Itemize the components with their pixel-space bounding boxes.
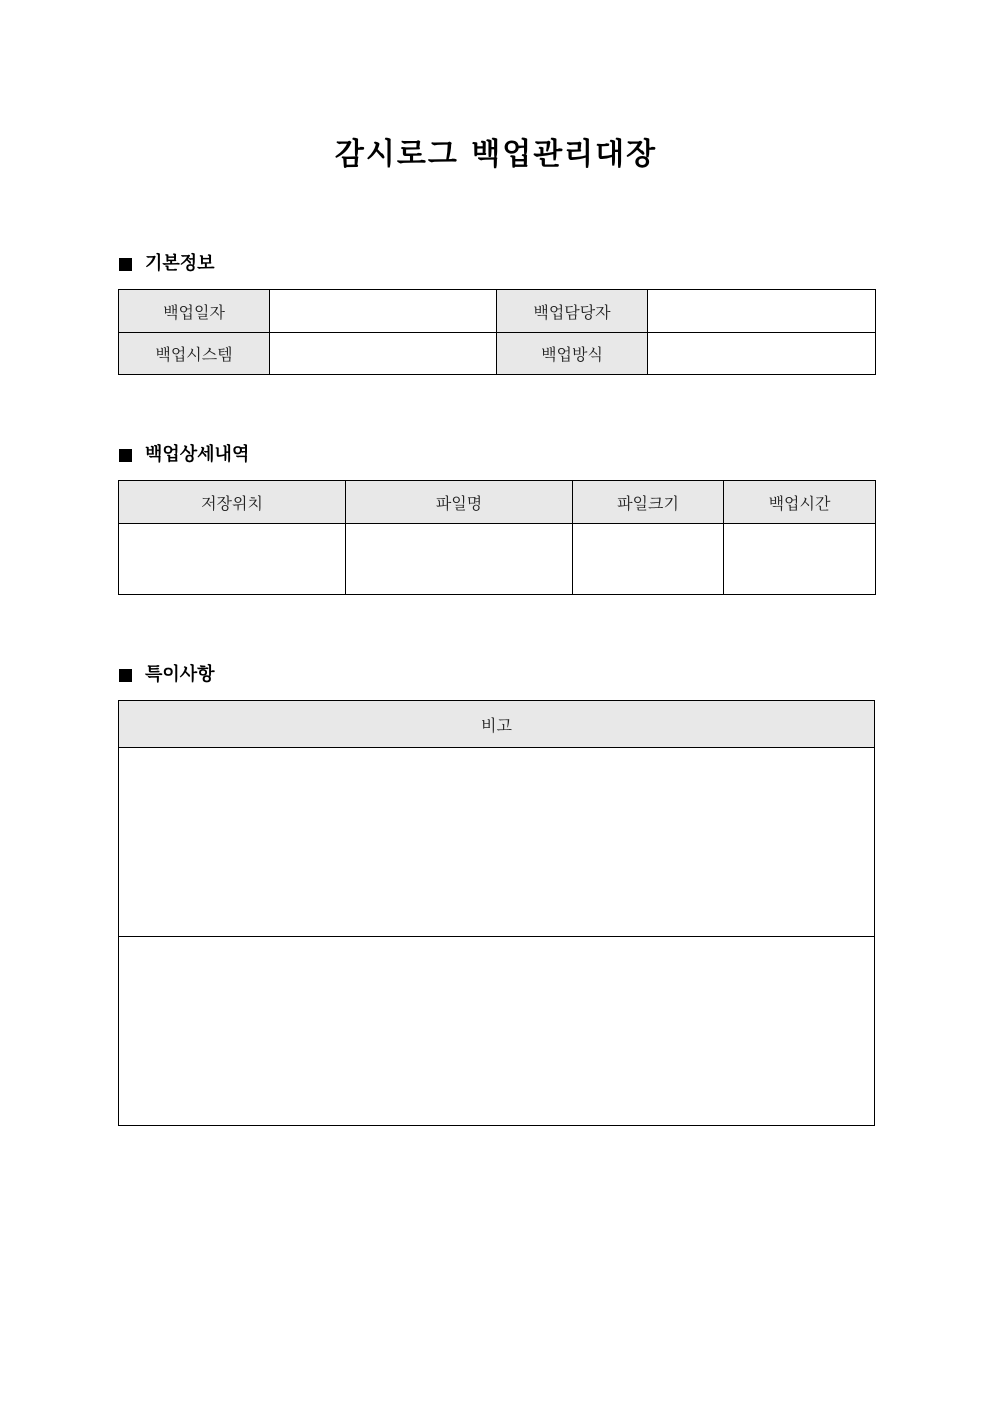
file-name-field[interactable] (346, 524, 573, 595)
backup-date-field[interactable] (270, 290, 497, 333)
square-bullet-icon (119, 669, 132, 682)
remarks-field[interactable] (119, 937, 875, 1126)
backup-system-label: 백업시스템 (119, 333, 270, 375)
table-header-row (119, 481, 876, 524)
backup-details-table (118, 480, 876, 595)
square-bullet-icon (119, 258, 132, 271)
remarks-table (118, 700, 875, 1126)
backup-manager-label: 백업담당자 (497, 290, 648, 333)
remarks-header: 비고 (119, 701, 875, 748)
basic-info-table (118, 289, 876, 375)
section-heading-remarks (119, 662, 215, 688)
document-title: 감시로그 백업관리대장 (334, 137, 658, 172)
remarks-field[interactable] (119, 748, 875, 937)
storage-location-field[interactable] (119, 524, 346, 595)
section-heading-basic-info (119, 251, 215, 277)
table-row (119, 290, 876, 333)
table-header-row (119, 701, 875, 748)
column-header-storage-location: 저장위치 (119, 481, 346, 524)
section-heading-label: 백업상세내역 (145, 444, 250, 465)
backup-method-field[interactable] (648, 333, 876, 375)
backup-method-label: 백업방식 (497, 333, 648, 375)
table-row (119, 524, 876, 595)
backup-system-field[interactable] (270, 333, 497, 375)
column-header-backup-time: 백업시간 (724, 481, 876, 524)
table-row (119, 333, 876, 375)
backup-manager-field[interactable] (648, 290, 876, 333)
backup-time-field[interactable] (724, 524, 876, 595)
square-bullet-icon (119, 449, 132, 462)
column-header-file-size: 파일크기 (573, 481, 724, 524)
table-row (119, 937, 875, 1126)
section-heading-backup-details (119, 442, 249, 468)
section-heading-label: 기본정보 (145, 253, 215, 274)
section-heading-label: 특이사항 (145, 664, 215, 685)
table-row (119, 748, 875, 937)
column-header-file-name: 파일명 (346, 481, 573, 524)
backup-date-label: 백업일자 (119, 290, 270, 333)
file-size-field[interactable] (573, 524, 724, 595)
